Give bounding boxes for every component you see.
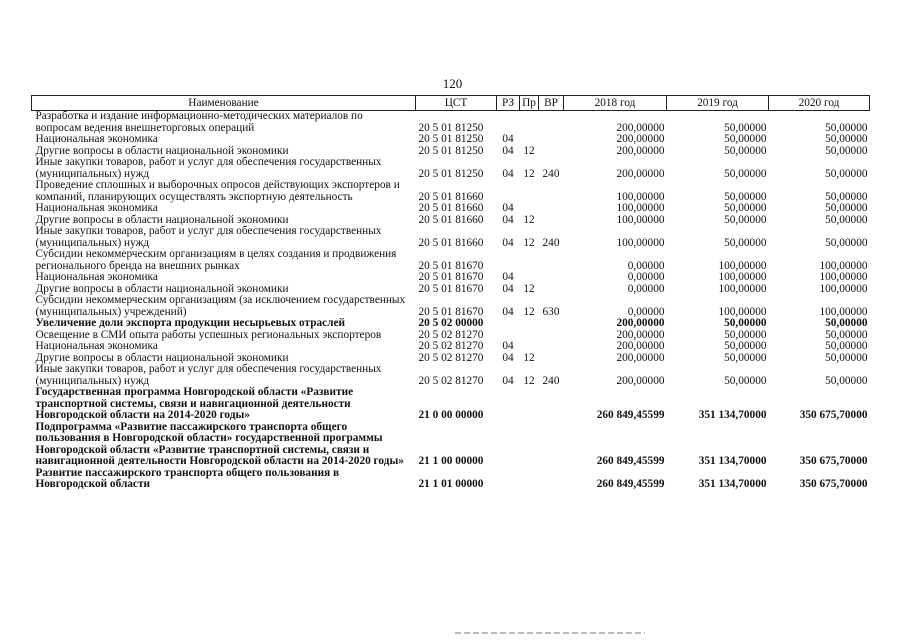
row-value-2020: 50,00000 bbox=[825, 340, 868, 352]
row-value-2019: 351 134,70000 bbox=[698, 409, 767, 421]
row-value-2020: 350 675,70000 bbox=[799, 409, 868, 421]
row-rz bbox=[497, 180, 520, 203]
row-value-2019: 100,00000 bbox=[718, 305, 767, 318]
row-pr bbox=[520, 387, 539, 422]
row-value-2018: 100,00000 bbox=[616, 236, 665, 249]
row-value-2020: 50,00000 bbox=[825, 236, 868, 249]
row-vr bbox=[539, 330, 564, 342]
row-value-2020: 100,00000 bbox=[819, 305, 868, 318]
row-vr bbox=[539, 146, 564, 158]
table-row bbox=[32, 111, 870, 135]
row-value-2018: 200,00000 bbox=[616, 340, 665, 352]
table-row bbox=[32, 422, 870, 468]
row-rz: 04 bbox=[502, 374, 514, 387]
row-name: Иные закупки товаров, работ и услуг для обеспечения государственных (муниципальных) нужд bbox=[35, 363, 382, 387]
row-value-2020: 100,00000 bbox=[819, 271, 868, 283]
row-vr bbox=[539, 353, 564, 365]
col-header-vr: ВР bbox=[539, 96, 564, 111]
row-cst: 20 5 02 81270 bbox=[418, 328, 484, 341]
row-value-2020: 100,00000 bbox=[819, 282, 868, 295]
row-vr bbox=[539, 111, 564, 135]
row-pr: 12 bbox=[523, 213, 535, 226]
row-value-2019: 50,00000 bbox=[724, 213, 767, 226]
row-rz: 04 bbox=[502, 144, 514, 157]
row-rz bbox=[497, 422, 520, 468]
row-pr bbox=[520, 249, 539, 272]
row-name: Иные закупки товаров, работ и услуг для обеспечения государственных (муниципальных) нужд bbox=[35, 156, 382, 180]
row-vr bbox=[539, 341, 564, 353]
row-value-2018: 0,00000 bbox=[627, 282, 665, 295]
row-rz bbox=[497, 318, 520, 330]
row-vr bbox=[539, 468, 564, 491]
row-value-2019: 50,00000 bbox=[724, 190, 767, 203]
row-name: Другие вопросы в области национальной экономики bbox=[35, 282, 289, 295]
col-header-2018: 2018 год bbox=[564, 96, 667, 111]
row-value-2019: 50,00000 bbox=[724, 351, 767, 364]
row-value-2019: 50,00000 bbox=[724, 144, 767, 157]
table-row bbox=[32, 295, 870, 318]
row-cst: 20 5 02 00000 bbox=[418, 317, 484, 329]
row-name: Субсидии некоммерческим организациям в целях создания и продвижения регионального бренда на внешних рынках bbox=[35, 248, 397, 272]
row-value-2019: 351 134,70000 bbox=[698, 478, 767, 490]
row-value-2018: 200,00000 bbox=[616, 328, 665, 341]
row-cst: 20 5 01 81660 bbox=[418, 213, 484, 226]
row-rz bbox=[497, 468, 520, 491]
row-rz: 04 bbox=[502, 202, 514, 214]
row-value-2018: 100,00000 bbox=[616, 213, 665, 226]
row-pr bbox=[520, 111, 539, 135]
row-rz: 04 bbox=[502, 282, 514, 295]
row-name: Разработка и издание информационно-методических материалов по вопросам ведения внешнеторговых операций bbox=[35, 110, 363, 134]
row-pr: 12 bbox=[523, 305, 535, 318]
row-value-2018: 200,00000 bbox=[616, 317, 665, 329]
page-number: 120 bbox=[442, 76, 463, 91]
row-value-2018: 200,00000 bbox=[616, 121, 665, 134]
row-name: Подпрограмма «Развитие пассажирского транспорта общего пользования в Новгородской области» государственной программы Новгородской области «Развитие транспортной системы, связи и навигационной деятельности Новгородской области на 2014-2020 годы» bbox=[35, 420, 404, 467]
row-pr: 12 bbox=[523, 282, 535, 295]
row-vr bbox=[539, 284, 564, 296]
row-value-2018: 200,00000 bbox=[616, 167, 665, 180]
row-vr: 240 bbox=[542, 374, 560, 387]
row-rz: 04 bbox=[502, 305, 514, 318]
row-cst: 20 5 01 81250 bbox=[418, 167, 484, 180]
row-vr bbox=[539, 203, 564, 215]
row-value-2018: 100,00000 bbox=[616, 202, 665, 214]
row-cst: 20 5 01 81660 bbox=[418, 236, 484, 249]
row-vr bbox=[539, 272, 564, 284]
row-value-2019: 50,00000 bbox=[724, 202, 767, 214]
row-value-2019: 100,00000 bbox=[718, 282, 767, 295]
row-cst: 20 5 02 81270 bbox=[418, 374, 484, 387]
row-value-2020: 50,00000 bbox=[825, 351, 868, 364]
row-value-2020: 50,00000 bbox=[825, 133, 868, 145]
row-pr bbox=[520, 272, 539, 284]
row-cst: 20 5 01 81670 bbox=[418, 259, 484, 272]
row-pr bbox=[520, 203, 539, 215]
row-rz: 04 bbox=[502, 340, 514, 352]
row-vr: 630 bbox=[542, 305, 560, 318]
row-rz: 04 bbox=[502, 351, 514, 364]
row-value-2019: 50,00000 bbox=[724, 340, 767, 352]
row-pr bbox=[520, 330, 539, 342]
row-pr bbox=[520, 422, 539, 468]
table-row bbox=[32, 364, 870, 387]
row-name: Другие вопросы в области национальной экономики bbox=[35, 213, 289, 226]
row-name: Субсидии некоммерческим организациям (за исключением государственных (муниципальных) учреждений) bbox=[35, 294, 406, 318]
row-rz: 04 bbox=[502, 133, 514, 145]
row-vr: 240 bbox=[542, 236, 560, 249]
row-value-2019: 50,00000 bbox=[724, 317, 767, 329]
row-pr: 12 bbox=[523, 236, 535, 249]
col-header-rz: РЗ bbox=[497, 96, 520, 111]
row-value-2020: 50,00000 bbox=[825, 190, 868, 203]
row-value-2019: 50,00000 bbox=[724, 121, 767, 134]
row-pr: 12 bbox=[523, 144, 535, 157]
row-value-2020: 50,00000 bbox=[825, 144, 868, 157]
row-cst: 21 1 01 00000 bbox=[418, 478, 484, 490]
row-rz: 04 bbox=[502, 236, 514, 249]
row-name: Освещение в СМИ опыта работы успешных региональных экспортеров bbox=[35, 328, 382, 341]
table-row bbox=[32, 387, 870, 422]
row-value-2020: 350 675,70000 bbox=[799, 455, 868, 467]
table-row bbox=[32, 249, 870, 272]
row-value-2019: 50,00000 bbox=[724, 374, 767, 387]
row-pr: 12 bbox=[523, 351, 535, 364]
footer-scan-mark bbox=[455, 632, 645, 634]
row-value-2019: 50,00000 bbox=[724, 133, 767, 145]
row-value-2020: 100,00000 bbox=[819, 259, 868, 272]
row-cst: 20 5 01 81670 bbox=[418, 282, 484, 295]
table-body bbox=[32, 111, 870, 491]
row-cst: 20 5 02 81270 bbox=[418, 340, 484, 352]
row-name: Увеличение доли экспорта продукции несырьевых отраслей bbox=[35, 317, 346, 329]
col-header-2019: 2019 год bbox=[667, 96, 769, 111]
row-value-2020: 350 675,70000 bbox=[799, 478, 868, 490]
col-header-name: Наименование bbox=[32, 96, 416, 111]
row-vr bbox=[539, 318, 564, 330]
row-value-2019: 50,00000 bbox=[724, 167, 767, 180]
budget-table bbox=[31, 95, 870, 491]
row-cst: 20 5 02 81270 bbox=[418, 351, 484, 364]
row-rz bbox=[497, 249, 520, 272]
row-value-2018: 100,00000 bbox=[616, 190, 665, 203]
row-vr bbox=[539, 134, 564, 146]
table-row bbox=[32, 157, 870, 180]
row-name: Другие вопросы в области национальной экономики bbox=[35, 351, 289, 364]
row-value-2018: 0,00000 bbox=[627, 271, 665, 283]
row-name: Национальная экономика bbox=[35, 202, 158, 214]
row-name: Другие вопросы в области национальной экономики bbox=[35, 144, 289, 157]
row-value-2019: 100,00000 bbox=[718, 271, 767, 283]
row-name: Проведение сплошных и выборочных опросов действующих экспортеров и компаний, планирующих осуществлять экспортную деятельность bbox=[35, 179, 400, 203]
row-vr bbox=[539, 387, 564, 422]
row-vr bbox=[539, 180, 564, 203]
col-header-2020: 2020 год bbox=[769, 96, 870, 111]
row-name: Национальная экономика bbox=[35, 271, 158, 283]
row-pr bbox=[520, 318, 539, 330]
row-pr: 12 bbox=[523, 167, 535, 180]
row-cst: 20 5 01 81250 bbox=[418, 144, 484, 157]
row-pr bbox=[520, 341, 539, 353]
row-value-2019: 50,00000 bbox=[724, 236, 767, 249]
row-cst: 20 5 01 81250 bbox=[418, 121, 484, 134]
row-name: Национальная экономика bbox=[35, 340, 158, 352]
row-rz bbox=[497, 387, 520, 422]
col-header-pr: Пр bbox=[520, 96, 539, 111]
row-value-2019: 50,00000 bbox=[724, 328, 767, 341]
row-value-2020: 50,00000 bbox=[825, 121, 868, 134]
row-vr: 240 bbox=[542, 167, 560, 180]
row-value-2018: 260 849,45599 bbox=[596, 478, 665, 490]
row-value-2020: 50,00000 bbox=[825, 328, 868, 341]
row-value-2020: 50,00000 bbox=[825, 213, 868, 226]
row-value-2018: 200,00000 bbox=[616, 133, 665, 145]
row-value-2019: 351 134,70000 bbox=[698, 455, 767, 467]
row-cst: 21 1 00 00000 bbox=[418, 455, 484, 467]
row-cst: 20 5 01 81660 bbox=[418, 190, 484, 203]
row-value-2018: 0,00000 bbox=[627, 305, 665, 318]
row-rz bbox=[497, 111, 520, 135]
row-vr bbox=[539, 422, 564, 468]
row-value-2020: 50,00000 bbox=[825, 317, 868, 329]
row-value-2018: 200,00000 bbox=[616, 351, 665, 364]
row-value-2018: 260 849,45599 bbox=[596, 409, 665, 421]
row-vr bbox=[539, 249, 564, 272]
row-pr bbox=[520, 180, 539, 203]
row-rz: 04 bbox=[502, 213, 514, 226]
table-row bbox=[32, 272, 870, 284]
row-value-2019: 100,00000 bbox=[718, 259, 767, 272]
table-header-row bbox=[32, 96, 870, 111]
row-rz: 04 bbox=[502, 271, 514, 283]
row-cst: 20 5 01 81250 bbox=[418, 133, 484, 145]
row-value-2020: 50,00000 bbox=[825, 374, 868, 387]
row-name: Развитие пассажирского транспорта общего пользования в Новгородской области bbox=[35, 466, 340, 490]
row-value-2018: 200,00000 bbox=[616, 144, 665, 157]
table-row bbox=[32, 134, 870, 146]
row-rz: 04 bbox=[502, 167, 514, 180]
row-cst: 20 5 01 81660 bbox=[418, 202, 484, 214]
row-value-2018: 200,00000 bbox=[616, 374, 665, 387]
row-cst: 21 0 00 00000 bbox=[418, 409, 484, 421]
row-pr bbox=[520, 134, 539, 146]
row-name: Национальная экономика bbox=[35, 133, 158, 145]
table-row bbox=[32, 226, 870, 249]
table-row bbox=[32, 203, 870, 215]
col-header-cst: ЦСТ bbox=[416, 96, 497, 111]
row-pr: 12 bbox=[523, 374, 535, 387]
table-row bbox=[32, 180, 870, 203]
row-value-2020: 50,00000 bbox=[825, 167, 868, 180]
row-value-2018: 0,00000 bbox=[627, 259, 665, 272]
row-value-2020: 50,00000 bbox=[825, 202, 868, 214]
row-name: Государственная программа Новгородской области «Развитие транспортной системы, связи и навигационной деятельности Новгородской области на 2014-2020 годы» bbox=[35, 386, 354, 421]
table-row bbox=[32, 318, 870, 330]
row-name: Иные закупки товаров, работ и услуг для обеспечения государственных (муниципальных) нужд bbox=[35, 225, 382, 249]
row-pr bbox=[520, 468, 539, 491]
row-cst: 20 5 01 81670 bbox=[418, 305, 484, 318]
table-row bbox=[32, 468, 870, 491]
row-value-2018: 260 849,45599 bbox=[596, 455, 665, 467]
row-cst: 20 5 01 81670 bbox=[418, 271, 484, 283]
row-vr bbox=[539, 215, 564, 227]
table-row bbox=[32, 341, 870, 353]
